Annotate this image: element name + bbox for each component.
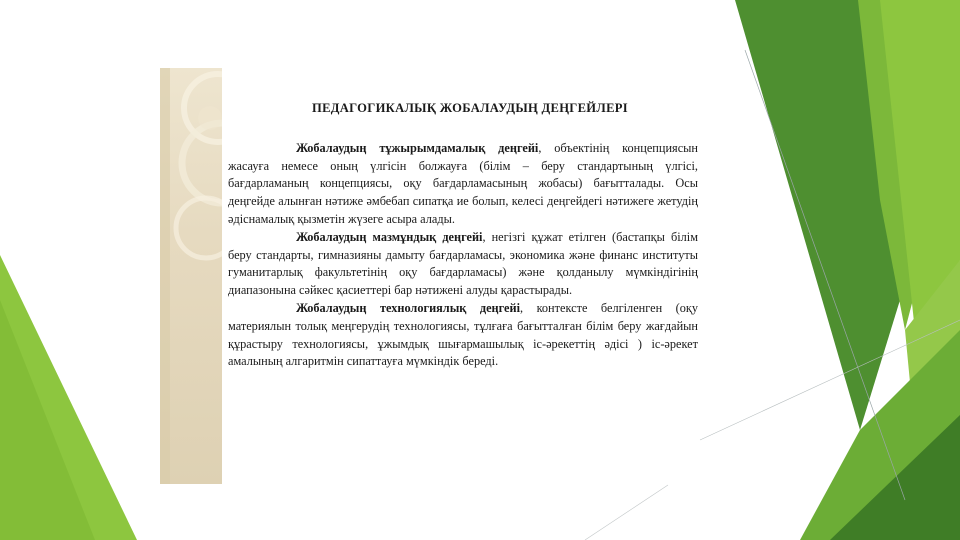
paragraph-heading: Жобалаудың тұжырымдамалық деңгейі: [296, 140, 539, 155]
paragraph-body: , негізгі құжат етілген (бастапқы білім беру стандарты, гимназияны дамыту бағдарламасы, экономика және финанс институты гуманитарлық факультетінің оқу бағдарламасы) және қолданылу мүмкіндігінің диапазонына сәйкес қасиеттері бар нәтижені алуды қарастырады.: [228, 229, 698, 298]
thin-line-3: [585, 485, 668, 540]
paragraph-content-level: [228, 229, 698, 300]
ornament-circles: [160, 68, 222, 484]
paragraph-heading: Жобалаудың мазмұндық деңгейі: [296, 229, 483, 244]
paragraph-technological-level: [228, 300, 698, 371]
paragraph-conceptual-level: [228, 140, 698, 229]
decorative-sidebar-strip: [160, 68, 222, 484]
document-title: ПЕДАГОГИКАЛЫҚ ЖОБАЛАУДЫҢ ДЕҢГЕЙЛЕРІ: [312, 101, 628, 115]
paragraph-body: , контексте белгіленген (оқу материялын толық меңгерудің технологиясы, тұлғаға бағытталған білім беру жағдайын құрастыру технологиясы, ұжымдық шығармашылық іс-әрекеттің әдісі ) іс-әрекет амалының алгаритмін сипаттауға мүмкіндік береді.: [228, 300, 698, 369]
paragraph-heading: Жобалаудың технологиялық деңгейі: [296, 300, 521, 315]
document-text-block: [228, 100, 698, 445]
paragraph-body: , объектінің концепциясын жасауға немесе оның үлгісін болжауға (білім – беру стандартының үлгісі, бағдарламаның концепциясы, оқу бағдарламасының жобасы) бағытталады. Осы деңгейде алынған нәтиже әмбебап сипатқа ие болып, келесі деңгейдегі нәтижеге жетудің әдіснамалық қызметін жүзеге асыра алады.: [228, 140, 699, 226]
